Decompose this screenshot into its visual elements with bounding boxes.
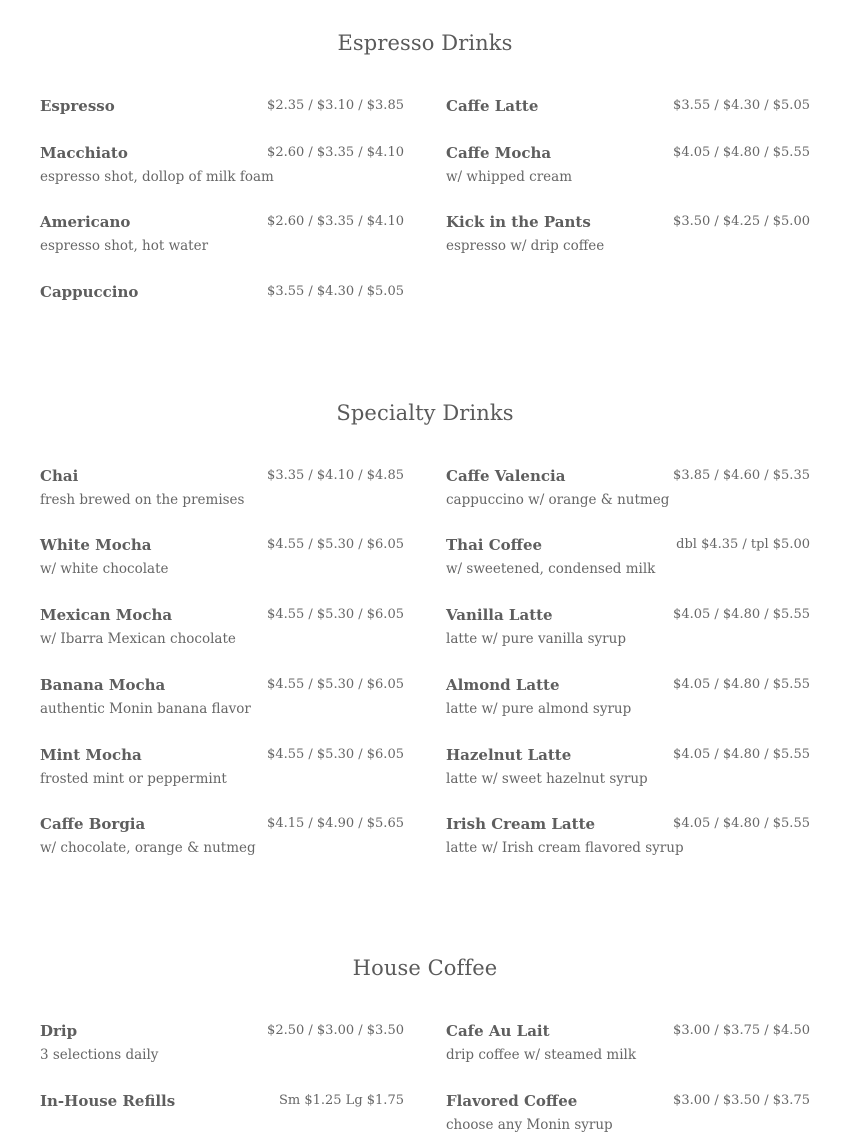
- menu-item-mexican-mocha: [40, 606, 404, 658]
- item-description: espresso shot, hot water: [40, 238, 209, 254]
- item-name: In-House Refills: [40, 1092, 176, 1110]
- item-description: w/ chocolate, orange & nutmeg: [40, 840, 256, 856]
- item-price: $4.05 / $4.80 / $5.55: [673, 145, 810, 160]
- menu-item-almond-latte: [446, 676, 810, 728]
- item-name: Caffe Mocha: [446, 144, 552, 162]
- item-price: $4.55 / $5.30 / $6.05: [267, 677, 404, 692]
- item-name: Hazelnut Latte: [446, 746, 572, 764]
- item-name: Caffe Borgia: [40, 815, 146, 833]
- item-price: $4.05 / $4.80 / $5.55: [673, 607, 810, 622]
- item-price: $3.50 / $4.25 / $5.00: [673, 214, 810, 229]
- menu-item-americano: [40, 213, 404, 265]
- item-name: Thai Coffee: [446, 536, 543, 554]
- item-description: 3 selections daily: [40, 1047, 159, 1063]
- item-description: espresso w/ drip coffee: [446, 238, 605, 254]
- item-price: $2.50 / $3.00 / $3.50: [267, 1023, 404, 1038]
- item-name: Macchiato: [40, 144, 128, 162]
- item-name: Flavored Coffee: [446, 1092, 578, 1110]
- menu-item-caffe-borgia: [40, 815, 404, 867]
- menu-item-thai-coffee: [446, 536, 810, 588]
- item-price: $4.05 / $4.80 / $5.55: [673, 816, 810, 831]
- item-description: w/ whipped cream: [446, 169, 573, 185]
- menu-item-white-mocha: [40, 536, 404, 588]
- item-description: frosted mint or peppermint: [40, 771, 227, 787]
- menu-item-macchiato: [40, 144, 404, 196]
- item-name: Kick in the Pants: [446, 213, 591, 231]
- menu-item-kick-in-the-pants: [446, 213, 810, 265]
- item-name: Banana Mocha: [40, 676, 166, 694]
- item-name: Caffe Valencia: [446, 467, 566, 485]
- section-title-house-coffee: House Coffee: [352, 956, 498, 980]
- menu-item-banana-mocha: [40, 676, 404, 728]
- item-description: latte w/ pure vanilla syrup: [446, 631, 626, 647]
- item-name: Vanilla Latte: [446, 606, 553, 624]
- item-price: $4.05 / $4.80 / $5.55: [673, 677, 810, 692]
- item-name: Almond Latte: [446, 676, 560, 694]
- menu-item-flavored-coffee: [446, 1092, 810, 1144]
- item-price: $4.55 / $5.30 / $6.05: [267, 747, 404, 762]
- menu-item-in-house-refills: [40, 1092, 404, 1144]
- item-price: $2.35 / $3.10 / $3.85: [267, 98, 404, 113]
- item-description: drip coffee w/ steamed milk: [446, 1047, 637, 1063]
- item-description: choose any Monin syrup: [446, 1117, 613, 1133]
- item-description: w/ sweetened, condensed milk: [446, 561, 656, 577]
- item-price: $4.15 / $4.90 / $5.65: [267, 816, 404, 831]
- item-description: authentic Monin banana flavor: [40, 701, 251, 717]
- item-price: $3.55 / $4.30 / $5.05: [267, 284, 404, 299]
- item-name: Cafe Au Lait: [446, 1022, 550, 1040]
- section-title-specialty-drinks: Specialty Drinks: [336, 401, 514, 425]
- item-name: Americano: [40, 213, 131, 231]
- menu-item-vanilla-latte: [446, 606, 810, 658]
- item-name: Drip: [40, 1022, 78, 1040]
- item-name: White Mocha: [40, 536, 152, 554]
- menu-item-caffe-valencia: [446, 467, 810, 519]
- item-price: $3.85 / $4.60 / $5.35: [673, 468, 810, 483]
- menu-item-irish-cream-latte: [446, 815, 810, 867]
- item-name: Cappuccino: [40, 283, 139, 301]
- item-price: $4.55 / $5.30 / $6.05: [267, 537, 404, 552]
- item-price: Sm $1.25 Lg $1.75: [278, 1093, 404, 1108]
- item-price: $4.05 / $4.80 / $5.55: [673, 747, 810, 762]
- item-description: w/ Ibarra Mexican chocolate: [40, 631, 236, 647]
- menu-item-caffe-mocha: [446, 144, 810, 196]
- item-price: $3.00 / $3.75 / $4.50: [673, 1023, 810, 1038]
- item-name: Espresso: [40, 97, 115, 115]
- menu-item-caffe-latte: [446, 97, 810, 149]
- item-description: latte w/ sweet hazelnut syrup: [446, 771, 648, 787]
- item-price: $3.55 / $4.30 / $5.05: [673, 98, 810, 113]
- section-title-espresso-drinks: Espresso Drinks: [337, 31, 513, 55]
- item-description: cappuccino w/ orange & nutmeg: [446, 492, 670, 508]
- menu-item-drip: [40, 1022, 404, 1074]
- menu-item-cafe-au-lait: [446, 1022, 810, 1074]
- item-price: dbl $4.35 / tpl $5.00: [676, 537, 810, 552]
- item-name: Chai: [40, 467, 79, 485]
- item-price: $4.55 / $5.30 / $6.05: [267, 607, 404, 622]
- item-description: w/ white chocolate: [40, 561, 169, 577]
- menu-item-chai: [40, 467, 404, 519]
- menu-item-mint-mocha: [40, 746, 404, 798]
- item-price: $3.00 / $3.50 / $3.75: [673, 1093, 810, 1108]
- menu-item-cappuccino: [40, 283, 404, 335]
- item-name: Irish Cream Latte: [446, 815, 596, 833]
- item-name: Mint Mocha: [40, 746, 142, 764]
- item-description: latte w/ Irish cream flavored syrup: [446, 840, 684, 856]
- item-price: $2.60 / $3.35 / $4.10: [267, 214, 404, 229]
- item-name: Mexican Mocha: [40, 606, 173, 624]
- item-price: $3.35 / $4.10 / $4.85: [267, 468, 404, 483]
- item-description: fresh brewed on the premises: [40, 492, 245, 508]
- menu-item-espresso: [40, 97, 404, 149]
- item-name: Caffe Latte: [446, 97, 539, 115]
- item-description: espresso shot, dollop of milk foam: [40, 169, 274, 185]
- item-price: $2.60 / $3.35 / $4.10: [267, 145, 404, 160]
- menu-item-hazelnut-latte: [446, 746, 810, 798]
- item-description: latte w/ pure almond syrup: [446, 701, 632, 717]
